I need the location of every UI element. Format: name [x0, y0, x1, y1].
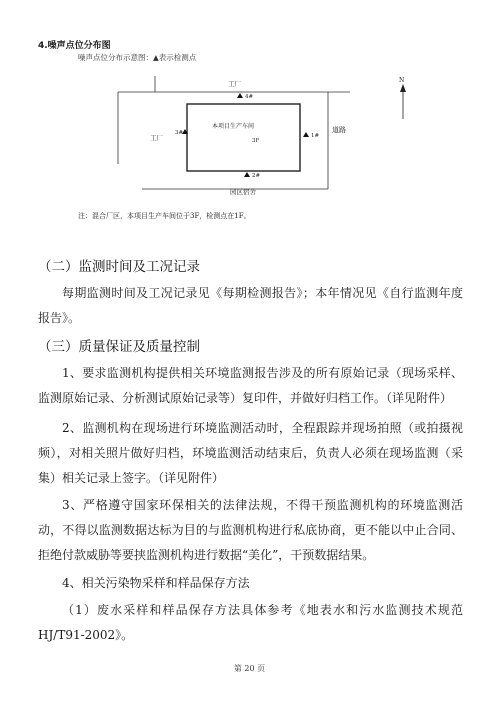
building-floor: 3F	[252, 138, 260, 144]
diagram-caption: 噪声点位分布示意图：▲表示检测点	[78, 53, 197, 62]
section-2-paragraph: 每期监测时间及工况记录见《每期检测报告》；本年情况见《自行监测年度报告》。	[38, 286, 463, 325]
section-3-heading: （三）质量保证及质量控制	[38, 339, 200, 355]
label-dormitory: 园区宿舍	[230, 188, 256, 196]
point-4-label: 4#	[245, 94, 254, 100]
qa-item-2: 2、监测机构在现场进行环境监测活动时，全程跟踪并现场拍照（或拍摄视频），对相关照片做好归档，环境监测活动结束后，负责人必须在现场监测（采集）相关记录上签字。（详见附件）	[38, 421, 463, 485]
section-4-title: 4.噪声点位分布图	[38, 41, 111, 51]
label-top-factory: 工厂	[228, 80, 241, 88]
point-4-marker	[237, 93, 243, 98]
qa-item-1: 1、要求监测机构提供相关环境监测报告涉及的所有原始记录（现场采样、监测原始记录、分析测试原始记录等）复印件，并做好归档工作。（详见附件）	[38, 366, 463, 405]
point-1-label: 1#	[311, 133, 320, 139]
building-label: 本项目生产车间	[212, 123, 255, 130]
qa-item-4-sub-1: （1）废水采样和样品保存方法具体参考《地表水和污水监测技术规范HJ/T91-2002》。	[38, 603, 463, 642]
label-road: 道路	[332, 126, 346, 134]
north-label: N	[399, 77, 405, 84]
page-number: 第 20 页	[233, 664, 266, 673]
north-arrow-head	[400, 84, 406, 92]
qa-item-3: 3、严格遵守国家环保相关的法律法规，不得干预监测机构的环境监测活动，不得以监测数据达标为目的与监测机构进行私底协商，更不能以中止合同、拒绝付款威胁等要挟监测机构进行数据“美化”，干预数据结果。	[38, 498, 463, 562]
noise-point-diagram	[60, 64, 420, 212]
qa-item-4: 4、相关污染物采样和样品保存方法	[62, 576, 250, 590]
point-1-marker	[303, 132, 309, 137]
point-3-label: 3#	[175, 130, 184, 136]
point-2-marker	[244, 172, 250, 177]
building-outline	[187, 104, 300, 171]
diagram-note: 注：混合厂区，本项目生产车间位于3F，检测点在1F。	[78, 212, 251, 220]
point-2-label: 2#	[252, 173, 261, 179]
section-2-heading: （二）监测时间及工况记录	[38, 259, 200, 275]
label-left-factory: 工厂	[150, 134, 163, 142]
